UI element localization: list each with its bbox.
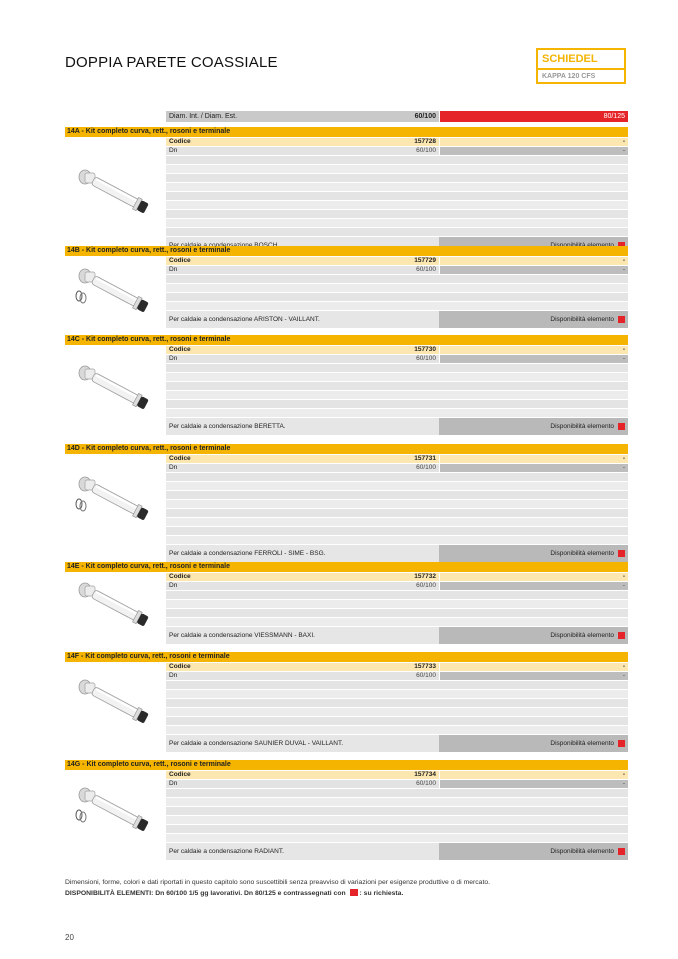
empty-row: [166, 491, 628, 499]
page-number: 20: [65, 933, 74, 942]
empty-row: [166, 717, 628, 725]
empty-row: [166, 816, 628, 824]
code-value: 157728: [414, 138, 436, 145]
product-section: [65, 335, 628, 430]
dn-alt-value: -: [622, 266, 625, 273]
note-text: Per caldaie a condensazione VIESSMANN - BAXI.: [166, 627, 439, 644]
dn-value: 60/100: [416, 464, 436, 471]
product-section: [65, 562, 628, 638]
dn-label: Dn: [169, 780, 178, 787]
availability-cell: [439, 545, 628, 562]
dn-label: Dn: [169, 582, 178, 589]
note-text: Per caldaie a condensazione FERROLI - SIME - BSG.: [166, 545, 439, 562]
dn-value: 60/100: [416, 780, 436, 787]
empty-row: [166, 500, 628, 508]
empty-row: [166, 192, 628, 200]
product-section: [65, 652, 628, 747]
note-text: Per caldaie a condensazione RADIANT.: [166, 843, 439, 860]
empty-row: [166, 400, 628, 408]
code-alt-value: -: [622, 455, 625, 462]
code-label: Codice: [169, 771, 191, 778]
empty-row: [166, 391, 628, 399]
brand-name: SCHIEDEL: [538, 50, 624, 70]
availability-red-square-icon: [618, 632, 625, 639]
product-section: [65, 127, 628, 243]
availability-label: Disponibilità elemento: [550, 848, 614, 855]
empty-row: [166, 165, 628, 173]
availability-label: Disponibilità elemento: [550, 316, 614, 323]
section-title: 14F - Kit completo curva, rett., rosoni e terminale: [65, 652, 628, 662]
availability-cell: [439, 418, 628, 435]
empty-row: [166, 210, 628, 218]
code-value: 157730: [414, 346, 436, 353]
empty-row: [166, 482, 628, 490]
dn-alt-value: -: [622, 780, 625, 787]
code-label: Codice: [169, 138, 191, 145]
product-section: [65, 444, 628, 557]
note-text: Per caldaie a condensazione ARISTON - VAILLANT.: [166, 311, 439, 328]
red-square-icon: [350, 889, 358, 896]
code-value: 157731: [414, 455, 436, 462]
availability-cell: [439, 627, 628, 644]
empty-row: [166, 618, 628, 626]
availability-red-square-icon: [618, 423, 625, 430]
empty-row: [166, 726, 628, 734]
flue-kit-pipe-icon: [75, 167, 157, 217]
footer-line2-a: DISPONIBILITÀ ELEMENTI: Dn 60/100 1/5 gg lavorativi. Dn 80/125 e contrassegnati con: [65, 890, 346, 897]
availability-label: Disponibilità elemento: [550, 740, 614, 747]
brand-logo: [536, 48, 626, 84]
flue-kit-pipe-icon: [75, 363, 157, 413]
availability-cell: [439, 311, 628, 328]
empty-row: [166, 798, 628, 806]
dn-alt-value: -: [622, 582, 625, 589]
empty-row: [166, 600, 628, 608]
code-value: 157733: [414, 663, 436, 670]
section-title: 14G - Kit completo curva, rett., rosoni e terminale: [65, 760, 628, 770]
empty-row: [166, 409, 628, 417]
dn-alt-value: -: [622, 672, 625, 679]
dn-value: 60/100: [416, 147, 436, 154]
code-alt-value: -: [622, 771, 625, 778]
flue-kit-pipe-icon: [75, 580, 157, 630]
empty-row: [166, 219, 628, 227]
availability-red-square-icon: [618, 550, 625, 557]
code-label: Codice: [169, 257, 191, 264]
empty-row: [166, 825, 628, 833]
empty-row: [166, 174, 628, 182]
empty-row: [166, 609, 628, 617]
dn-label: Dn: [169, 464, 178, 471]
empty-row: [166, 473, 628, 481]
empty-row: [166, 527, 628, 535]
section-title: 14C - Kit completo curva, rett., rosoni e terminale: [65, 335, 628, 345]
empty-row: [166, 509, 628, 517]
dn-alt-value: -: [622, 147, 625, 154]
availability-red-square-icon: [618, 740, 625, 747]
code-alt-value: -: [622, 257, 625, 264]
dn-alt-value: -: [622, 355, 625, 362]
flue-kit-pipe-icon: [75, 785, 157, 835]
note-text: Per caldaie a condensazione BERETTA.: [166, 418, 439, 435]
table-header-right: [440, 111, 628, 122]
code-alt-value: -: [622, 346, 625, 353]
footer-line2: [65, 888, 490, 899]
dn-value: 60/100: [416, 266, 436, 273]
dn-label: Dn: [169, 355, 178, 362]
empty-row: [166, 699, 628, 707]
empty-row: [166, 293, 628, 301]
note-text: Per caldaie a condensazione SAUNIER DUVAL - VAILLANT.: [166, 735, 439, 752]
table-header-left: [166, 111, 439, 122]
empty-row: [166, 275, 628, 283]
product-section: [65, 246, 628, 322]
empty-row: [166, 789, 628, 797]
availability-cell: [439, 843, 628, 860]
dn-label: Dn: [169, 266, 178, 273]
header-label: Diam. Int. / Diam. Est.: [169, 113, 238, 120]
code-label: Codice: [169, 455, 191, 462]
code-value: 157734: [414, 771, 436, 778]
empty-row: [166, 373, 628, 381]
dn-value: 60/100: [416, 355, 436, 362]
flue-kit-pipe-icon: [75, 474, 157, 524]
dn-value: 60/100: [416, 582, 436, 589]
section-title: 14D - Kit completo curva, rett., rosoni e terminale: [65, 444, 628, 454]
empty-row: [166, 302, 628, 310]
code-label: Codice: [169, 663, 191, 670]
footer-line1: Dimensioni, forme, colori e dati riportati in questo capitolo sono suscettibili senza preavviso di variazioni per esigenze produttive o di mercato.: [65, 879, 491, 886]
page-title: DOPPIA PARETE COASSIALE: [65, 54, 278, 71]
empty-row: [166, 591, 628, 599]
footer-line2-b: : su richiesta.: [359, 890, 404, 897]
flue-kit-pipe-icon: [75, 266, 157, 316]
empty-row: [166, 690, 628, 698]
dn-label: Dn: [169, 672, 178, 679]
brand-product: KAPPA 120 CFS: [542, 73, 596, 80]
empty-row: [166, 807, 628, 815]
code-label: Codice: [169, 346, 191, 353]
empty-row: [166, 681, 628, 689]
header-col1: 60/100: [414, 113, 436, 120]
empty-row: [166, 156, 628, 164]
section-title: 14B - Kit completo curva, rett., rosoni e terminale: [65, 246, 628, 256]
empty-row: [166, 382, 628, 390]
empty-row: [166, 201, 628, 209]
section-title: 14E - Kit completo curva, rett., rosoni e terminale: [65, 562, 628, 572]
availability-cell: [439, 735, 628, 752]
dn-label: Dn: [169, 147, 178, 154]
empty-row: [166, 228, 628, 236]
section-title: 14A - Kit completo curva, rett., rosoni e terminale: [65, 127, 628, 137]
code-label: Codice: [169, 573, 191, 580]
availability-label: Disponibilità elemento: [550, 423, 614, 430]
empty-row: [166, 183, 628, 191]
availability-label: Disponibilità elemento: [550, 632, 614, 639]
code-alt-value: -: [622, 663, 625, 670]
product-section: [65, 760, 628, 855]
code-value: 157729: [414, 257, 436, 264]
dn-value: 60/100: [416, 672, 436, 679]
empty-row: [166, 708, 628, 716]
availability-red-square-icon: [618, 848, 625, 855]
empty-row: [166, 834, 628, 842]
code-alt-value: -: [622, 573, 625, 580]
availability-red-square-icon: [618, 316, 625, 323]
empty-row: [166, 364, 628, 372]
header-col2: 80/125: [603, 113, 625, 120]
empty-row: [166, 536, 628, 544]
empty-row: [166, 518, 628, 526]
flue-kit-pipe-icon: [75, 677, 157, 727]
dn-alt-value: -: [622, 464, 625, 471]
code-value: 157732: [414, 573, 436, 580]
footer-notes: [65, 877, 490, 899]
code-alt-value: -: [622, 138, 625, 145]
empty-row: [166, 284, 628, 292]
availability-label: Disponibilità elemento: [550, 550, 614, 557]
